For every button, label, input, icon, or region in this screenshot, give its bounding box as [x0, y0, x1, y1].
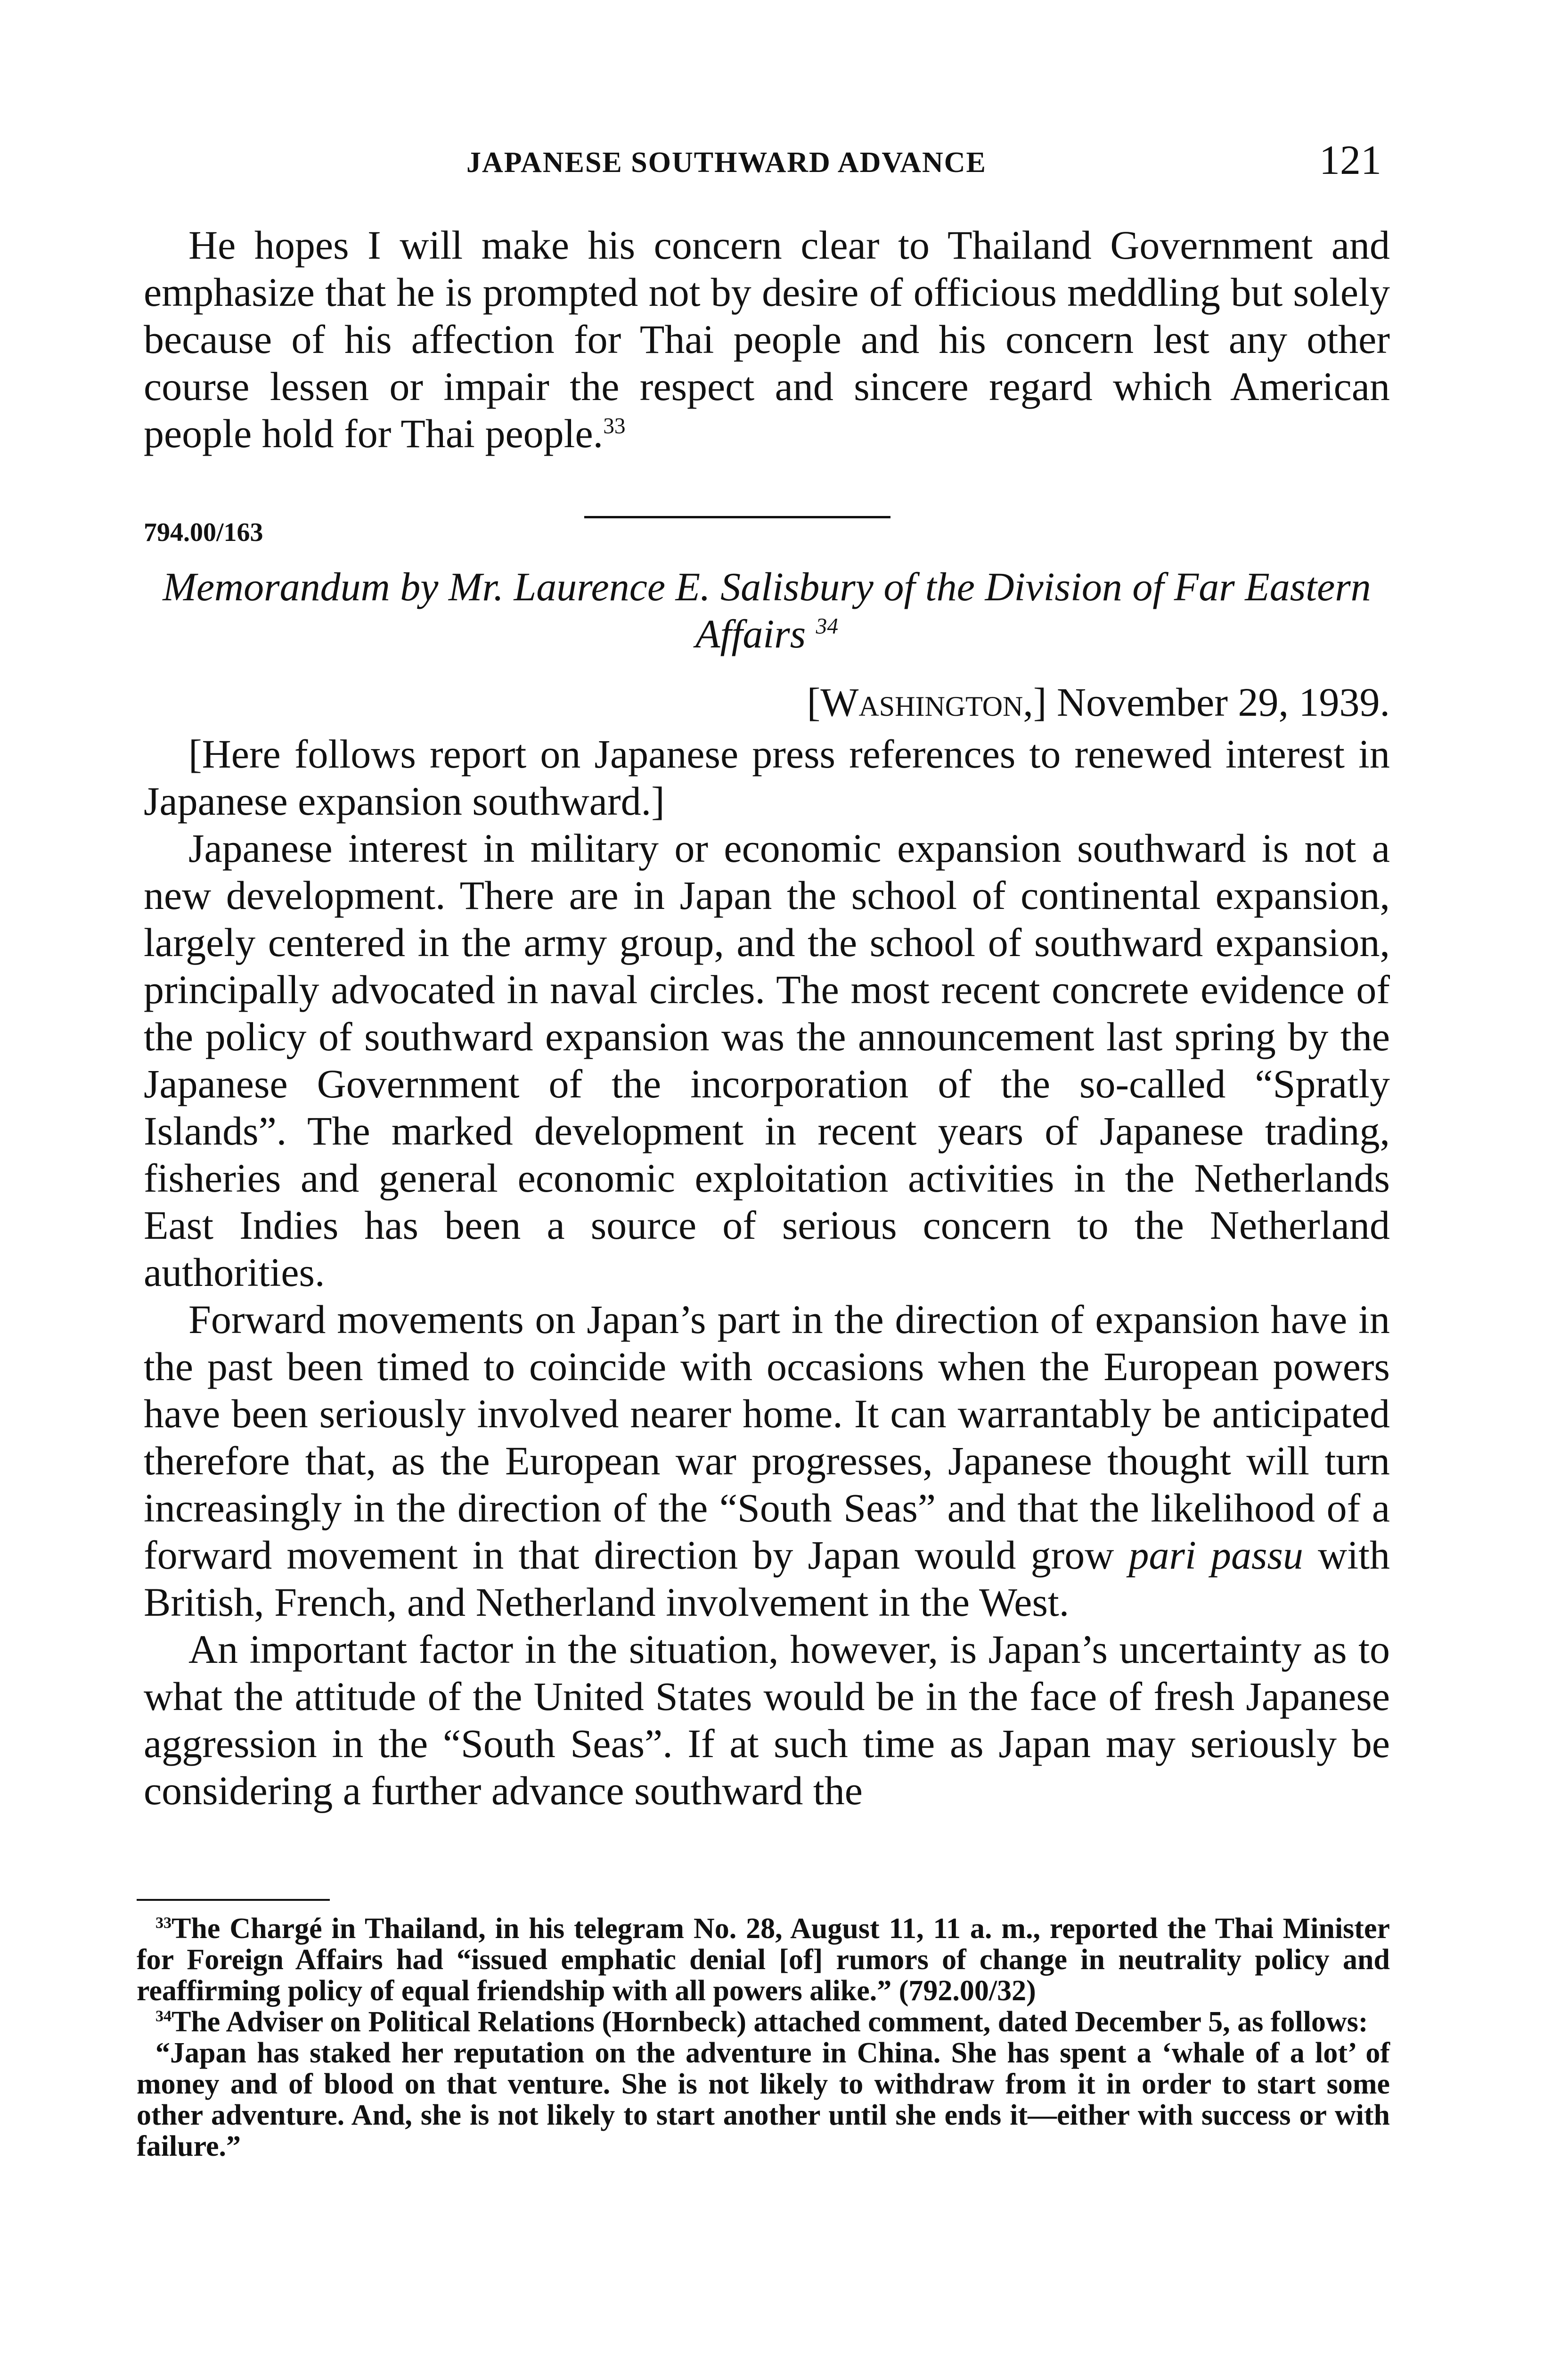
page-number: 121 [1319, 138, 1381, 183]
footnote-ref-34: 34 [816, 614, 838, 639]
memo-title-text: Memorandum by Mr. Laurence E. Salisbury of the Division of Far Eastern Affairs [163, 564, 1371, 656]
file-number: 794.00/163 [144, 518, 263, 547]
body-paragraph: Japanese interest in military or economic expansion southward is not a new development. There are in Japan the school of continental expansion, largely centered in the army group, and the school of southward expansion, principally advocated in naval circles. The most recent concrete evidence of the policy of southward expansion was the announcement last spring by the Japanese Government of the incorporation of the so-called “Spratly Islands”. The marked development in recent years of Japanese trading, fisheries and general economic exploitation activities in the Netherlands East Indies has been a source of serious concern to the Netherland authorities. [144, 826, 1390, 1295]
footnotes [137, 1913, 1390, 2162]
footnote-34-text: The Adviser on Political Relations (Hornbeck) attached comment, dated December 5, as follows: [172, 2006, 1368, 2038]
body-paragraph: [Here follows report on Japanese press references to renewed interest in Japanese expansion southward.] [144, 731, 1390, 824]
section-divider [584, 516, 890, 518]
body-paragraph [144, 1296, 1390, 1626]
body-paragraph-end: with British, French, and Netherland involvement in the West. [144, 1532, 1390, 1625]
body-paragraph: An important factor in the situation, however, is Japan’s uncertainty as to what the attitude of the United States would be in the face of fresh Japanese aggression in the “South Seas”. If at such time as Japan may seriously be considering a further advance southward the [144, 1627, 1390, 1813]
dateline: [Washington,] November 29, 1939. [807, 679, 1390, 725]
memo-body [144, 730, 1390, 1814]
footnote-33 [137, 1913, 1390, 2006]
footnote-mark-34: 34 [155, 2007, 172, 2025]
footnote-34-quote: “Japan has staked her reputation on the adventure in China. She has spent a ‘whale of a lot’ of money and of blood on that venture. She is not likely to withdraw from it in order to start some other adventure. And, she is not likely to start another until she ends it—either with success or with failure.” [137, 2037, 1390, 2162]
opening-paragraph-text: He hopes I will make his concern clear to Thailand Government and emphasize that he is prompted not by desire of officious meddling but solely because of his affection for Thai people and his concern lest any other course lessen or impair the respect and sincere regard which American people hold for Thai people. [144, 222, 1390, 456]
latin-phrase: pari passu [1128, 1532, 1303, 1578]
running-title: JAPANESE SOUTHWARD ADVANCE [466, 147, 987, 179]
body-paragraph-text: Forward movements on Japan’s part in the direction of expansion have in the past been timed to coincide with occasions when the European powers have been seriously involved nearer home. It can warrantably be anticipated therefore that, as the European war progresses, Japanese thought will turn increasingly in the direction of the “South Seas” and that the likelihood of a forward movement in that direction by Japan would grow [144, 1297, 1390, 1578]
footnote-divider [137, 1899, 330, 1901]
opening-paragraph [144, 221, 1390, 457]
memo-title [144, 563, 1390, 657]
dateline-place: Washington, [820, 679, 1033, 725]
footnote-34 [137, 2006, 1390, 2037]
footnote-33-text: The Chargé in Thailand, in his telegram No. 28, August 11, 11 a. m., reported the Thai Minister for Foreign Affairs had “issued emphatic denial [of] rumors of change in neutrality policy and reaffirming policy of equal friendship with all powers alike.” (792.00/32) [137, 1913, 1390, 2007]
footnote-mark-33: 33 [155, 1914, 172, 1932]
footnote-ref-33: 33 [603, 414, 626, 439]
dateline-date: November 29, 1939. [1057, 679, 1390, 725]
